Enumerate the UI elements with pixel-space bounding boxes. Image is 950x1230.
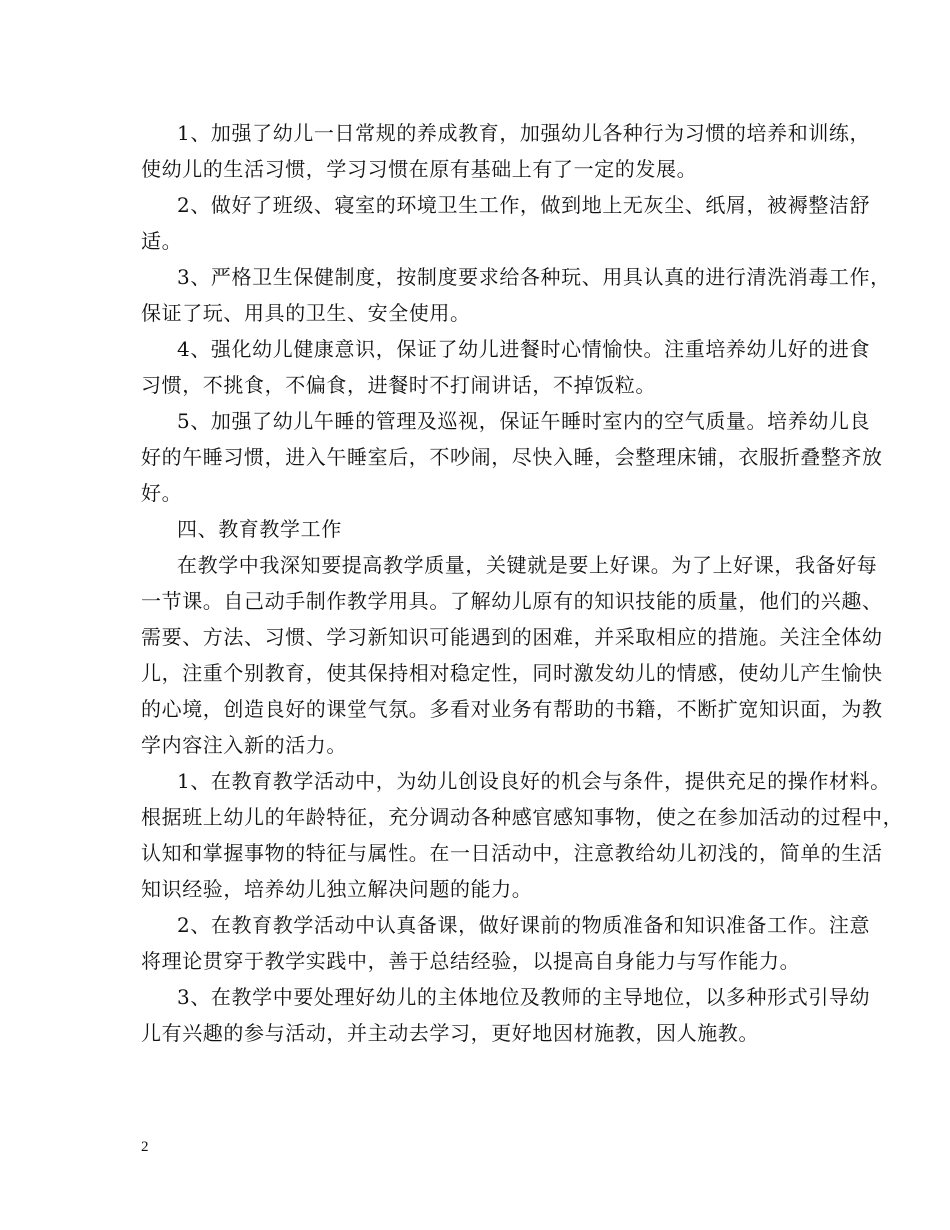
page-number: 2 bbox=[141, 1139, 149, 1155]
paragraph-line: 儿，注重个别教育，使其保持相对稳定性，同时激发幼儿的情感，使幼儿产生愉快 bbox=[141, 661, 883, 685]
paragraph-line: 2、做好了班级、寝室的环境卫生工作，做到地上无灰尘、纸屑，被褥整洁舒 bbox=[177, 193, 871, 217]
paragraph-line: 将理论贯穿于教学实践中，善于总结经验，以提高自身能力与写作能力。 bbox=[141, 949, 801, 973]
paragraph-line: 适。 bbox=[141, 229, 183, 253]
paragraph-line: 学内容注入新的活力。 bbox=[141, 733, 347, 757]
paragraph-line: 5、加强了幼儿午睡的管理及巡视，保证午睡时室内的空气质量。培养幼儿良 bbox=[177, 409, 871, 433]
section-heading: 四、教育教学工作 bbox=[177, 517, 342, 541]
paragraph-line: 儿有兴趣的参与活动，并主动去学习，更好地因材施教，因人施教。 bbox=[141, 1021, 759, 1045]
paragraph-line: 2、在教育教学活动中认真备课，做好课前的物质准备和知识准备工作。注意 bbox=[177, 913, 871, 937]
paragraph-line: 一节课。自己动手制作教学用具。了解幼儿原有的知识技能的质量，他们的兴趣、 bbox=[141, 589, 883, 613]
paragraph-line: 1、加强了幼儿一日常规的养成教育，加强幼儿各种行为习惯的培养和训练， bbox=[177, 121, 871, 145]
paragraph-line: 4、强化幼儿健康意识，保证了幼儿进餐时心情愉快。注重培养幼儿好的进食 bbox=[177, 337, 871, 361]
paragraph-line: 的心境，创造良好的课堂气氛。多看对业务有帮助的书籍，不断扩宽知识面，为教 bbox=[141, 697, 883, 721]
paragraph-line: 根据班上幼儿的年龄特征，充分调动各种感官感知事物，使之在参加活动的过程中， bbox=[141, 805, 904, 829]
paragraph-line: 好。 bbox=[141, 481, 183, 505]
paragraph-line: 3、在教学中要处理好幼儿的主体地位及教师的主导地位，以多种形式引导幼 bbox=[177, 985, 871, 1009]
paragraph-line: 保证了玩、用具的卫生、安全使用。 bbox=[141, 301, 471, 325]
paragraph-line: 1、在教育教学活动中，为幼儿创设良好的机会与条件，提供充足的操作材料。 bbox=[177, 769, 891, 793]
paragraph-line: 3、严格卫生保健制度，按制度要求给各种玩、用具认真的进行清洗消毒工作， bbox=[177, 265, 891, 289]
paragraph-line: 在教学中我深知要提高教学质量，关键就是要上好课。为了上好课，我备好每 bbox=[177, 553, 878, 577]
paragraph-line: 认知和掌握事物的特征与属性。在一日活动中，注意教给幼儿初浅的，简单的生活 bbox=[141, 841, 883, 865]
paragraph-line: 使幼儿的生活习惯，学习习惯在原有基础上有了一定的发展。 bbox=[141, 157, 698, 181]
paragraph-line: 知识经验，培养幼儿独立解决问题的能力。 bbox=[141, 877, 533, 901]
paragraph-line: 好的午睡习惯，进入午睡室后，不吵闹，尽快入睡，会整理床铺，衣服折叠整齐放 bbox=[141, 445, 883, 469]
paragraph-line: 习惯，不挑食，不偏食，进餐时不打闹讲话，不掉饭粒。 bbox=[141, 373, 656, 397]
paragraph-line: 需要、方法、习惯、学习新知识可能遇到的困难，并采取相应的措施。关注全体幼 bbox=[141, 625, 883, 649]
